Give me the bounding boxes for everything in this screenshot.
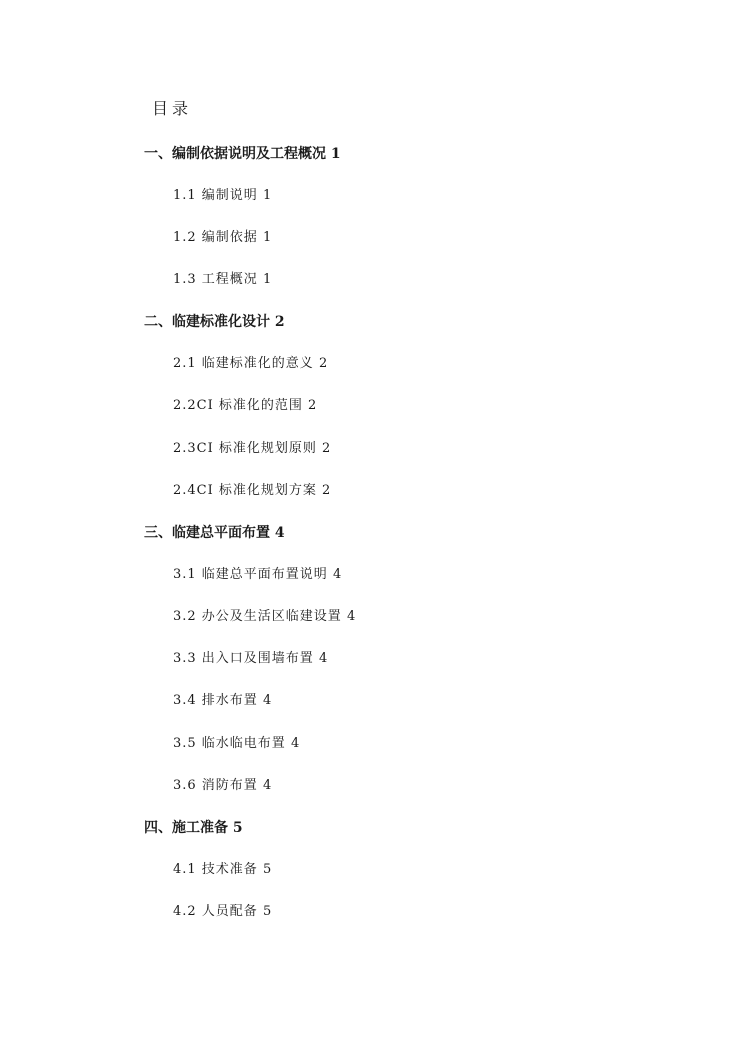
toc-title: 目录 — [152, 99, 193, 118]
toc-subsection-4-2[interactable]: 4.2 人员配备 5 — [173, 904, 273, 919]
toc-subsection-1-3[interactable]: 1.3 工程概况 1 — [173, 272, 273, 287]
toc-subsection-2-2[interactable]: 2.2CI 标准化的范围 2 — [173, 398, 318, 413]
toc-section-2[interactable]: 二、临建标准化设计 2 — [144, 314, 285, 330]
toc-subsection-2-4[interactable]: 2.4CI 标准化规划方案 2 — [173, 483, 332, 498]
toc-subsection-3-5[interactable]: 3.5 临水临电布置 4 — [173, 736, 301, 751]
toc-section-3[interactable]: 三、临建总平面布置 4 — [144, 525, 285, 541]
toc-subsection-3-1[interactable]: 3.1 临建总平面布置说明 4 — [173, 567, 343, 582]
toc-subsection-2-1[interactable]: 2.1 临建标准化的意义 2 — [173, 356, 329, 371]
toc-subsection-1-1[interactable]: 1.1 编制说明 1 — [173, 188, 273, 203]
toc-subsection-3-4[interactable]: 3.4 排水布置 4 — [173, 693, 273, 708]
toc-subsection-3-3[interactable]: 3.3 出入口及围墙布置 4 — [173, 651, 329, 666]
toc-subsection-4-1[interactable]: 4.1 技术准备 5 — [173, 862, 273, 877]
toc-section-1[interactable]: 一、编制依据说明及工程概况 1 — [144, 146, 341, 162]
toc-subsection-3-6[interactable]: 3.6 消防布置 4 — [173, 778, 273, 793]
toc-section-4[interactable]: 四、施工准备 5 — [144, 820, 243, 836]
toc-subsection-3-2[interactable]: 3.2 办公及生活区临建设置 4 — [173, 609, 357, 624]
toc-subsection-1-2[interactable]: 1.2 编制依据 1 — [173, 230, 273, 245]
toc-subsection-2-3[interactable]: 2.3CI 标准化规划原则 2 — [173, 441, 332, 456]
